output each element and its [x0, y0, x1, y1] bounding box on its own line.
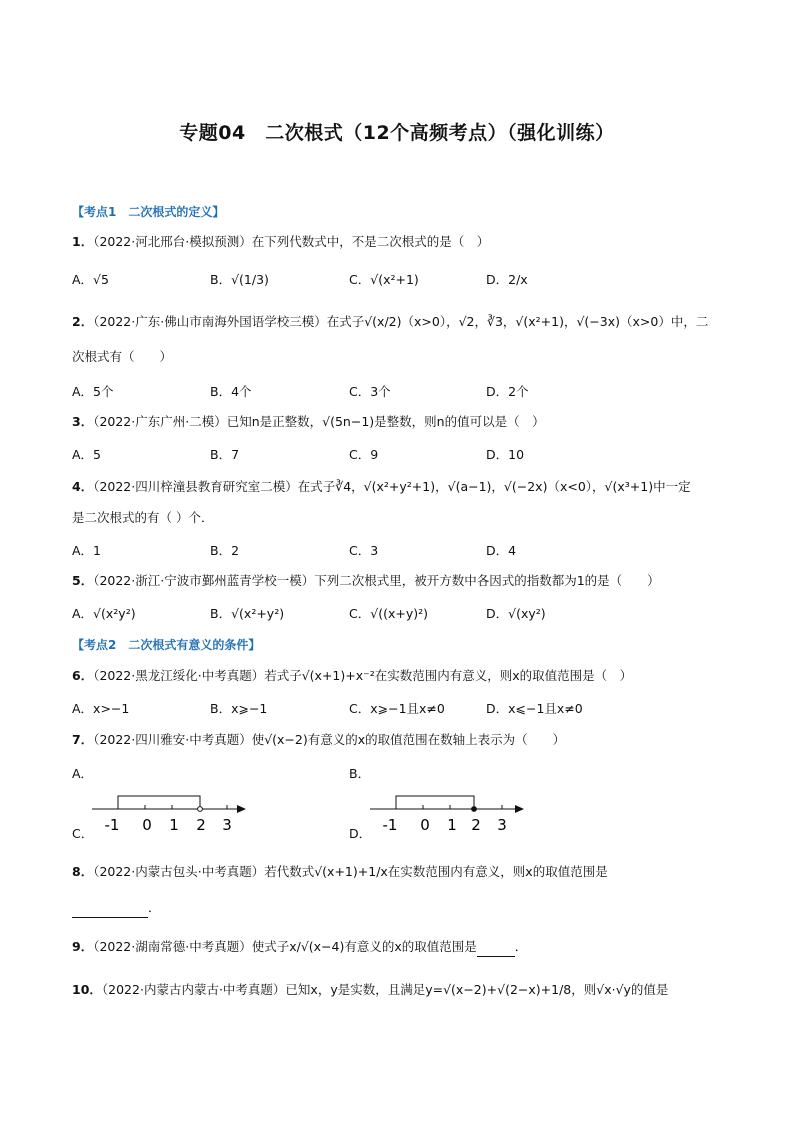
question-source: （2022·广东·佛山市南海外国语学校三模）	[93, 314, 327, 329]
option-c[interactable]: C．3	[349, 543, 379, 558]
option-c[interactable]: C．	[72, 826, 94, 841]
question-2-continued: 次根式有（ ）	[72, 349, 173, 364]
question-number: 10．	[72, 982, 102, 997]
question-3	[72, 412, 722, 432]
tick-label: 3	[222, 816, 232, 834]
option-a[interactable]: A．1	[72, 543, 102, 558]
number-line-option-c[interactable]	[90, 790, 250, 838]
question-7	[72, 730, 722, 750]
axis-arrow-icon	[237, 805, 246, 813]
question-number: 1．	[72, 234, 94, 249]
question-number: 6．	[72, 668, 94, 683]
question-text: 在下列代数式中，不是二次根式的是（ ）	[251, 234, 490, 249]
question-source: （2022·湖南常德·中考真题）	[93, 939, 252, 954]
question-text: 在式子√(x/2)（x>0），√2，∛3，√(x²+1)，√(−3x)（x>0）中，二	[326, 314, 709, 329]
tick-label: 1	[447, 816, 457, 834]
option-c[interactable]: C．x⩾−1且x≠0	[349, 701, 445, 716]
open-point-icon	[198, 807, 203, 812]
tick-label: 0	[142, 816, 152, 834]
option-d[interactable]: D．x⩽−1且x≠0	[486, 701, 583, 716]
option-b[interactable]: B．2	[210, 543, 240, 558]
option-d[interactable]: D．	[349, 826, 372, 841]
option-d[interactable]: D．2个	[486, 384, 529, 399]
section-heading-2: 【考点2 二次根式有意义的条件】	[72, 638, 261, 652]
option-b[interactable]: B．x⩾−1	[210, 701, 268, 716]
question-number: 8．	[72, 864, 94, 879]
question-text: 若式子√(x+1)+x⁻²在实数范围内有意义，则x的取值范围是（ ）	[264, 668, 633, 683]
question-source: （2022·河北邢台·模拟预测）	[93, 234, 252, 249]
question-source: （2022·广东广州·二模）	[93, 414, 227, 429]
axis-arrow-icon	[515, 805, 524, 813]
option-a[interactable]: A．√5	[72, 272, 109, 287]
option-a[interactable]: A．x>−1	[72, 701, 130, 716]
option-b[interactable]: B．7	[210, 447, 240, 462]
option-d[interactable]: D．4	[486, 543, 517, 558]
question-10	[72, 980, 722, 1000]
option-c[interactable]: C．9	[349, 447, 379, 462]
question-8	[72, 862, 722, 882]
option-c[interactable]: C．3个	[349, 384, 391, 399]
question-end: ．	[514, 939, 528, 954]
option-a[interactable]: A．	[72, 766, 94, 781]
tick-label: 3	[497, 816, 507, 834]
option-b[interactable]: B．√(x²+y²)	[210, 606, 285, 621]
question-source: （2022·黑龙江绥化·中考真题）	[93, 668, 265, 683]
question-number: 3．	[72, 414, 94, 429]
answer-blank[interactable]	[477, 956, 515, 957]
question-6-options	[72, 699, 722, 723]
question-4-continued: 是二次根式的有（ ）个．	[72, 510, 214, 525]
option-b[interactable]: B．√(1/3)	[210, 272, 269, 287]
question-text: 下列二次根式里，被开方数中各因式的指数都为1的是（ ）	[314, 573, 660, 588]
option-d[interactable]: D．2/x	[486, 272, 528, 287]
question-6	[72, 666, 722, 686]
option-c[interactable]: C．√(x²+1)	[349, 272, 419, 287]
question-2-options	[72, 382, 722, 406]
question-source: （2022·四川雅安·中考真题）	[93, 732, 252, 747]
question-number: 2．	[72, 314, 94, 329]
closed-point-icon	[472, 807, 477, 812]
question-text: 使式子x/√(x−4)有意义的x的取值范围是	[251, 939, 477, 954]
question-4-options	[72, 541, 722, 565]
question-4	[72, 477, 722, 497]
page-title: 专题04 二次根式（12个高频考点）（强化训练）	[179, 122, 615, 144]
tick-label: 2	[471, 816, 481, 834]
tick-label: 2	[196, 816, 206, 834]
question-7-options-row-1	[72, 764, 722, 788]
option-d[interactable]: D．√(xy²)	[486, 606, 546, 621]
section-heading-1: 【考点1 二次根式的定义】	[72, 205, 225, 219]
question-source: （2022·四川梓潼县教育研究室二模）	[93, 479, 298, 494]
question-5	[72, 571, 722, 591]
question-1	[72, 232, 722, 252]
question-text: 使√(x−2)有意义的x的取值范围在数轴上表示为（ ）	[251, 732, 566, 747]
question-source: （2022·内蒙古包头·中考真题）	[93, 864, 265, 879]
tick-label: -1	[382, 816, 398, 834]
question-number: 9．	[72, 939, 94, 954]
answer-blank[interactable]	[72, 917, 148, 918]
question-text: 已知x，y是实数，且满足y=√(x−2)+√(2−x)+1/8，则√x·√y的值是	[285, 982, 669, 997]
option-c[interactable]: C．√((x+y)²)	[349, 606, 428, 621]
option-b[interactable]: B．	[349, 766, 371, 781]
option-d[interactable]: D．10	[486, 447, 525, 462]
question-3-options	[72, 445, 722, 469]
option-a[interactable]: A．5	[72, 447, 102, 462]
tick-label: 1	[169, 816, 179, 834]
question-1-options	[72, 270, 722, 294]
question-number: 5．	[72, 573, 94, 588]
tick-label: -1	[104, 816, 120, 834]
option-a[interactable]: A．√(x²y²)	[72, 606, 136, 621]
range-bracket	[118, 796, 200, 808]
option-a[interactable]: A．5个	[72, 384, 114, 399]
question-source: （2022·内蒙古内蒙古·中考真题）	[101, 982, 286, 997]
question-5-options	[72, 604, 722, 628]
question-end: ．	[148, 900, 161, 915]
question-source: （2022·浙江·宁波市鄞州蓝青学校一模）	[93, 573, 315, 588]
option-b[interactable]: B．4个	[210, 384, 252, 399]
question-text: 在式子∛4，√(x²+y²+1)，√(a−1)，√(−2x)（x<0），√(x³+1)中一定	[297, 479, 691, 494]
question-2	[72, 312, 722, 332]
range-bracket	[396, 796, 474, 808]
question-8-answer-line	[72, 898, 722, 918]
question-9	[72, 937, 722, 957]
number-line-option-d[interactable]	[368, 790, 528, 838]
question-number: 7．	[72, 732, 94, 747]
question-number: 4．	[72, 479, 94, 494]
tick-label: 0	[420, 816, 430, 834]
question-text: 已知n是正整数，√(5n−1)是整数，则n的值可以是（ ）	[226, 414, 545, 429]
question-text: 若代数式√(x+1)+1/x在实数范围内有意义，则x的取值范围是	[264, 864, 608, 879]
